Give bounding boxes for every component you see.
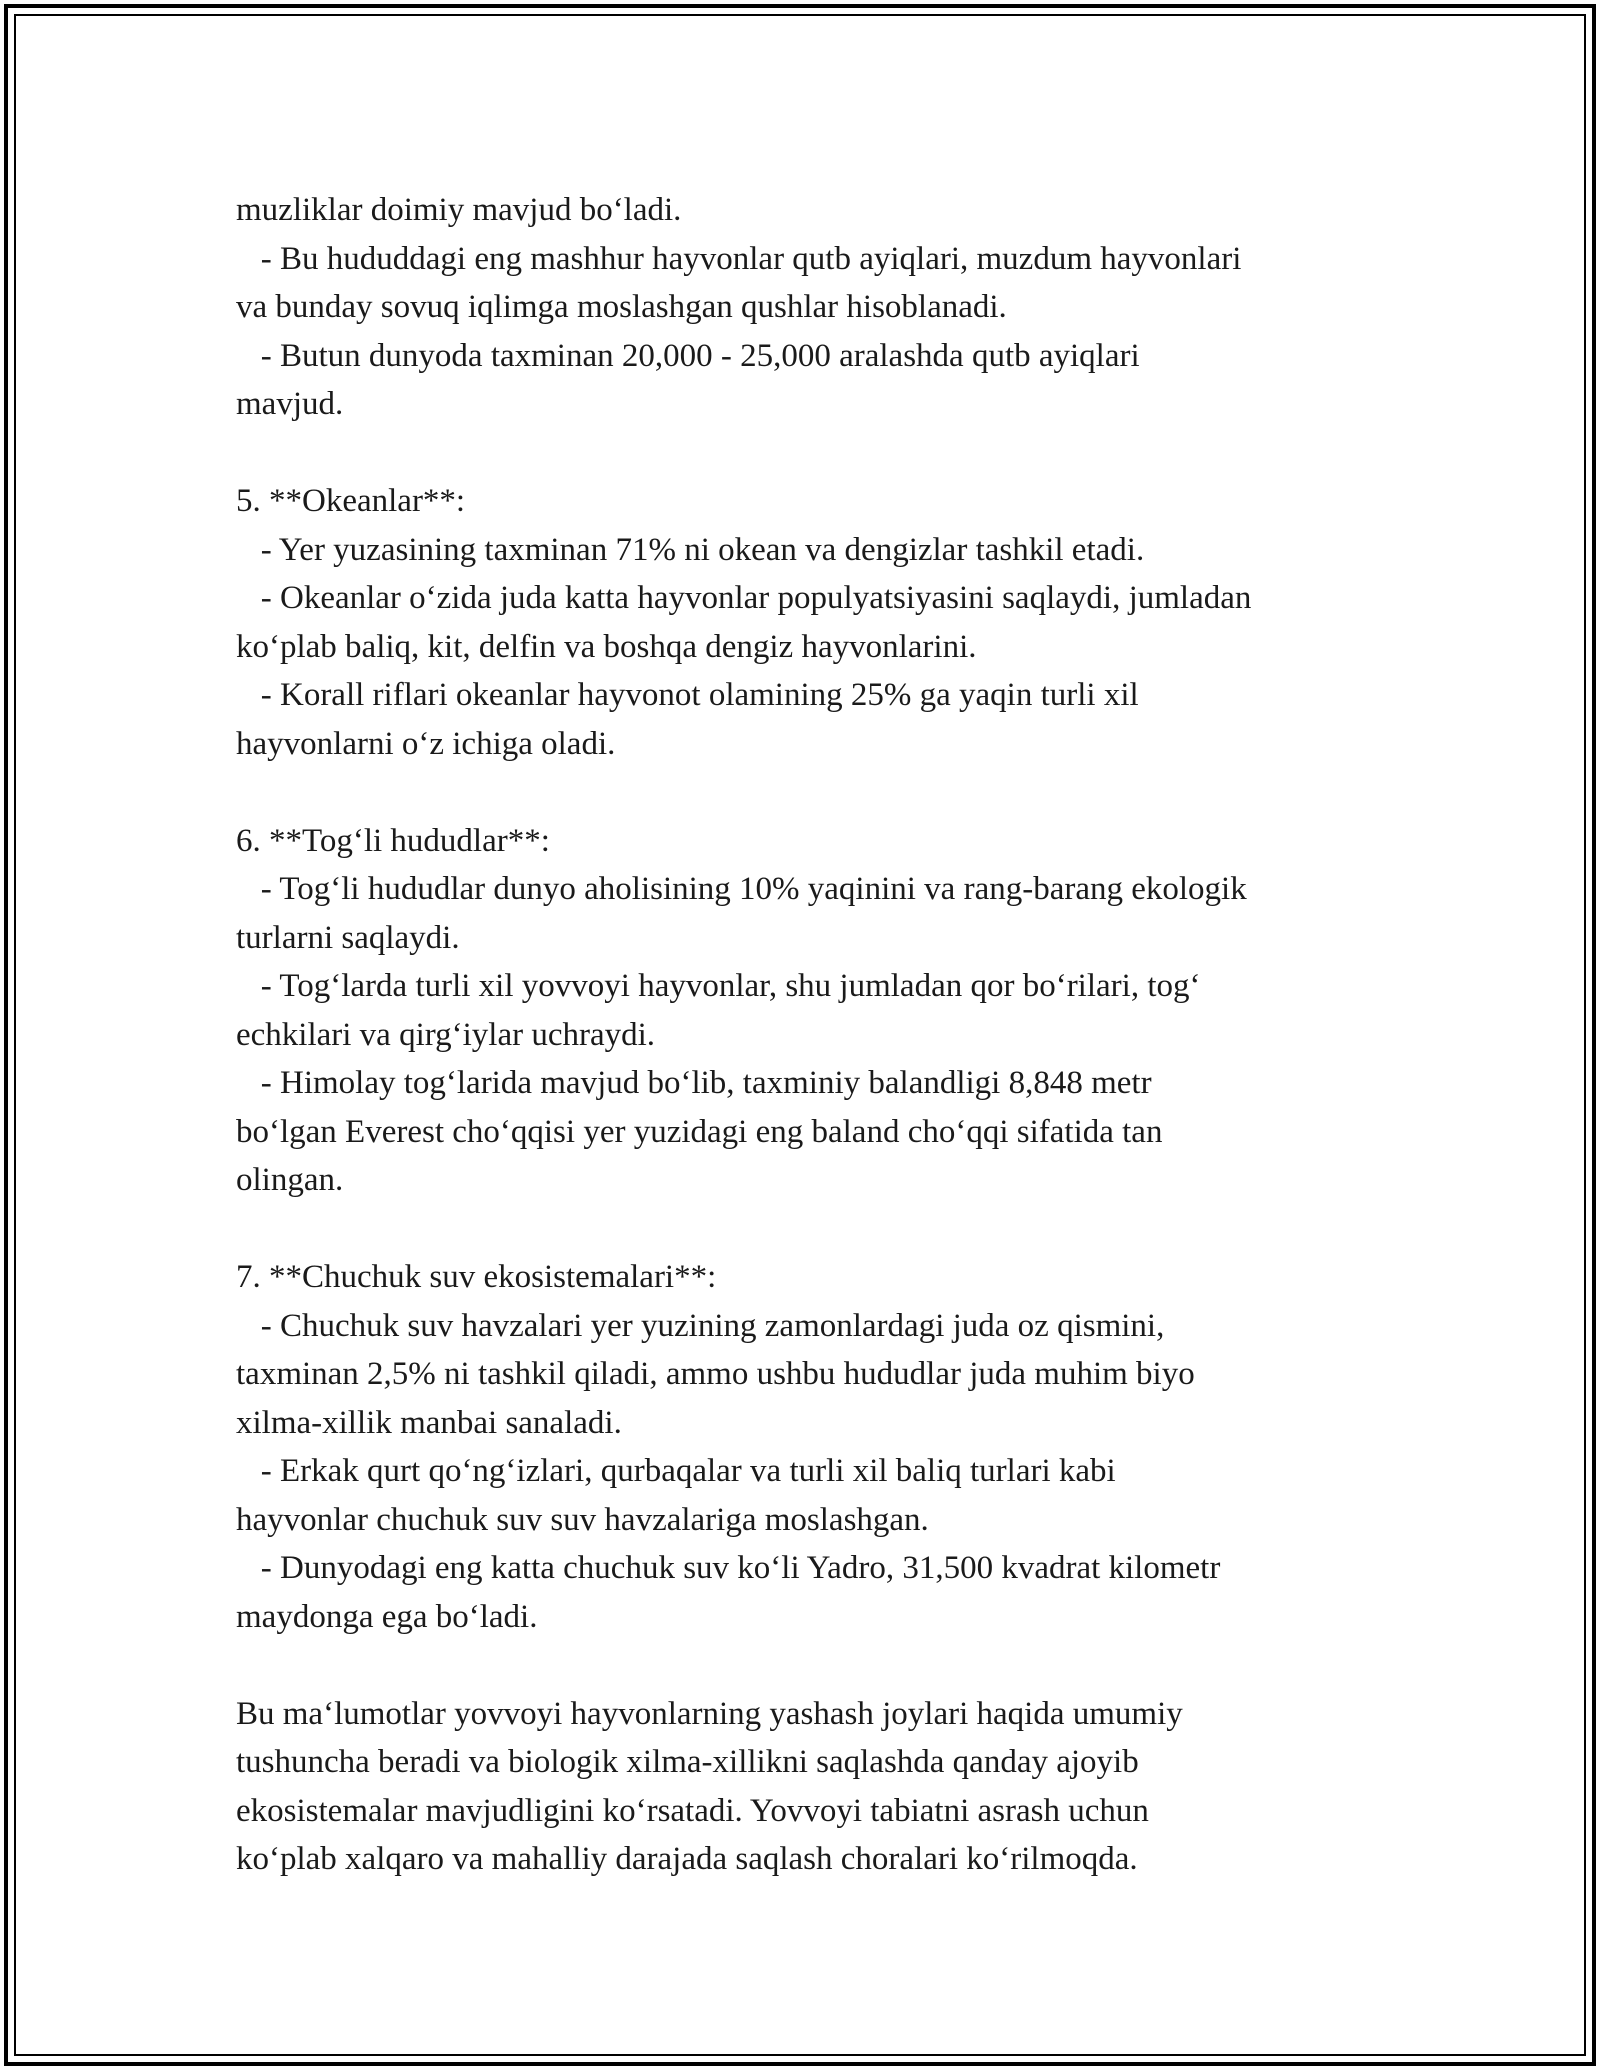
text-line: - Butun dunyoda taxminan 20,000 - 25,000 aralashda qutb ayiqlari — [236, 337, 1140, 374]
blank-line — [236, 429, 1396, 478]
text-line: ekosistemalar mavjudligini ko‘rsatadi. Yovvoyi tabiatni asrash uchun — [236, 1792, 1149, 1829]
text-line: echkilari va qirg‘iylar uchraydi. — [236, 1016, 656, 1053]
text-line: - Bu hududdagi eng mashhur hayvonlar qutb ayiqlari, muzdum hayvonlari — [236, 240, 1242, 277]
text-line: - Himolay tog‘larida mavjud bo‘lib, taxminiy balandligi 8,848 metr — [236, 1065, 1152, 1101]
text-line: tushuncha beradi va biologik xilma-xillikni saqlashda qanday ajoyib — [236, 1744, 1139, 1780]
text-line: - Dunyodagi eng katta chuchuk suv ko‘li Yadro, 31,500 kvadrat kilometr — [236, 1550, 1221, 1586]
text-line: - Erkak qurt qo‘ng‘izlari, qurbaqalar va turli xil baliq turlari kabi — [236, 1453, 1116, 1489]
text-line: turlarni saqlaydi. — [236, 919, 460, 956]
text-line: - Okeanlar o‘zida juda katta hayvonlar populyatsiyasini saqlaydi, jumladan — [236, 580, 1252, 616]
section-heading: 6. **Tog‘li hududlar**: — [236, 822, 550, 859]
section-heading: 5. **Okeanlar**: — [236, 483, 466, 519]
text-line: - Korall riflari okeanlar hayvonot olamining 25% ga yaqin turli xil — [236, 677, 1139, 713]
text-line: ko‘plab xalqaro va mahalliy darajada saqlash choralari ko‘rilmoqda. — [236, 1841, 1138, 1877]
text-line: - Yer yuzasining taxminan 71% ni okean va dengizlar tashkil etadi. — [236, 531, 1145, 568]
text-line: - Tog‘li hududlar dunyo aholisining 10% yaqinini va rang-barang ekologik — [236, 871, 1247, 907]
text-line: maydonga ega bo‘ladi. — [236, 1598, 538, 1635]
section-heading: 7. **Chuchuk suv ekosistemalari**: — [236, 1259, 717, 1295]
text-line: bo‘lgan Everest cho‘qqisi yer yuzidagi eng baland cho‘qqi sifatida tan — [236, 1113, 1163, 1150]
text-line: taxminan 2,5% ni tashkil qiladi, ammo ushbu hududlar juda muhim biyo — [236, 1356, 1195, 1392]
text-line: Bu ma‘lumotlar yovvoyi hayvonlarning yashash joylari haqida umumiy — [236, 1695, 1183, 1732]
text-line: - Tog‘larda turli xil yovvoyi hayvonlar, shu jumladan qor bo‘rilari, tog‘ — [236, 968, 1201, 1004]
text-line: - Chuchuk suv havzalari yer yuzining zamonlardagi juda oz qismini, — [236, 1307, 1165, 1344]
text-line: ko‘plab baliq, kit, delfin va boshqa dengiz hayvonlarini. — [236, 628, 977, 665]
blank-line — [236, 1205, 1396, 1254]
text-line: olingan. — [236, 1162, 344, 1198]
document-body — [236, 186, 1396, 1884]
text-line: va bunday sovuq iqlimga moslashgan qushlar hisoblanadi. — [236, 289, 1007, 325]
text-line: hayvonlarni o‘z ichiga oladi. — [236, 725, 616, 762]
text-line: mavjud. — [236, 386, 344, 422]
blank-line — [236, 768, 1396, 817]
blank-line — [236, 1641, 1396, 1690]
text-line: hayvonlar chuchuk suv suv havzalariga moslashgan. — [236, 1501, 929, 1538]
text-line: muzliklar doimiy mavjud bo‘ladi. — [236, 192, 682, 228]
text-line: xilma-xillik manbai sanaladi. — [236, 1404, 622, 1441]
